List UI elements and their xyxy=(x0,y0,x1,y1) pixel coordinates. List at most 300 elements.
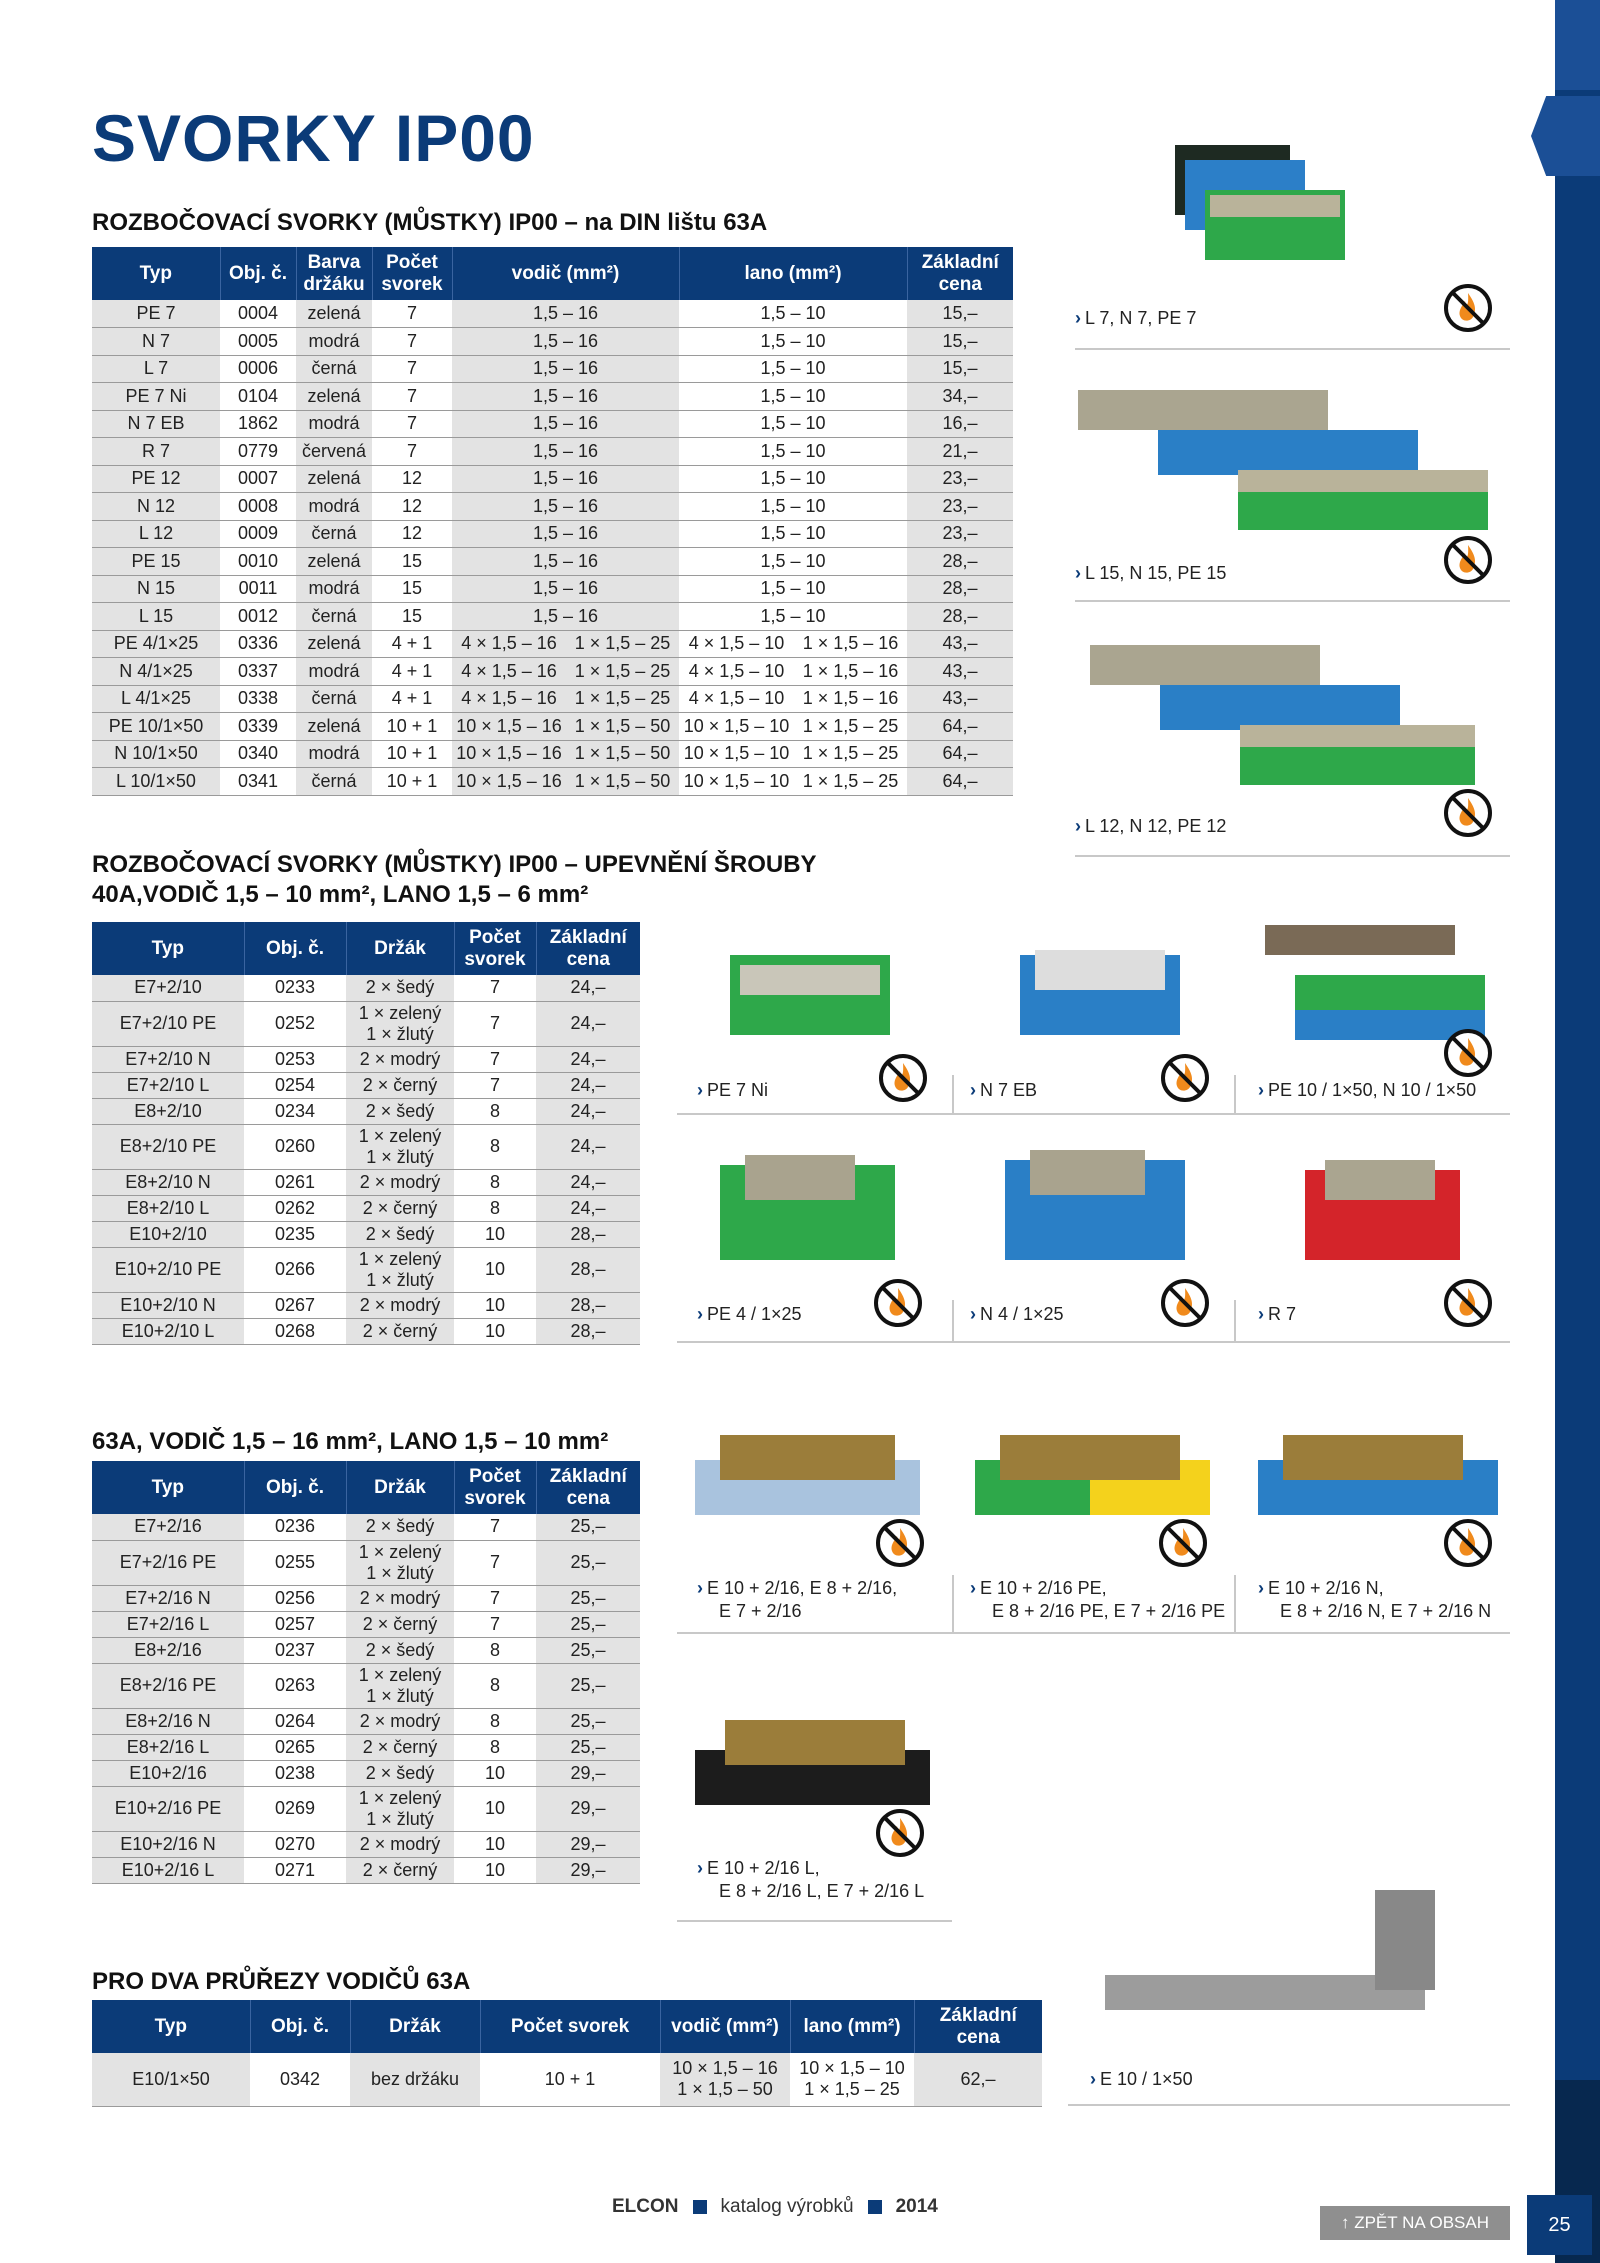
cell-lano2: 1 × 1,5 – 16 xyxy=(794,630,907,658)
cell-pocet: 7 xyxy=(454,1540,536,1585)
table-row xyxy=(92,410,1013,438)
table-row xyxy=(92,630,1013,658)
cell-pocet: 8 xyxy=(454,1637,536,1663)
cell-obj: 0007 xyxy=(220,465,296,493)
cell-obj: 0252 xyxy=(244,1001,346,1046)
chevron-right-icon: › xyxy=(970,1304,976,1324)
cell-drzak: 1 × zelený 1 × žlutý xyxy=(346,1001,454,1046)
cell-obj: 0779 xyxy=(220,438,296,466)
cell-typ: E10/1×50 xyxy=(92,2053,250,2106)
cell-pocet: 15 xyxy=(372,603,452,631)
cell-obj: 0006 xyxy=(220,355,296,383)
cell-obj: 0265 xyxy=(244,1734,346,1760)
cell-vodic2: 1 × 1,5 – 25 xyxy=(566,630,679,658)
th-pocet: Počet svorek xyxy=(454,922,536,975)
th-pocet: Počet svorek xyxy=(454,1461,536,1514)
th-typ: Typ xyxy=(92,1461,244,1514)
cell-lano: 1,5 – 10 xyxy=(679,328,907,356)
cell-drzak: 2 × modrý xyxy=(346,1169,454,1195)
cell-lano: 1,5 – 10 xyxy=(679,520,907,548)
chevron-right-icon: › xyxy=(1075,563,1081,583)
cell-cena: 24,– xyxy=(536,1046,640,1072)
chevron-right-icon: › xyxy=(1075,816,1081,836)
sidebar-band xyxy=(1555,0,1600,2263)
caption-text: E 8 + 2/16 L, E 7 + 2/16 L xyxy=(719,1881,925,1901)
table-row xyxy=(92,1585,640,1611)
section3-table xyxy=(92,1461,640,1884)
cell-pocet: 10 + 1 xyxy=(372,768,452,796)
cell-vodic: 1,5 – 16 xyxy=(452,493,679,521)
back-to-contents-button[interactable]: ↑ ZPĚT NA OBSAH xyxy=(1320,2206,1510,2240)
cell-lano2: 1 × 1,5 – 16 xyxy=(794,685,907,713)
caption-text: L 12, N 12, PE 12 xyxy=(1085,816,1227,836)
divider xyxy=(677,1632,1510,1634)
cell-pocet: 10 + 1 xyxy=(372,740,452,768)
th-obj: Obj. č. xyxy=(244,922,346,975)
cell-obj: 0256 xyxy=(244,1585,346,1611)
table-row xyxy=(92,1708,640,1734)
cell-drzak: 2 × černý xyxy=(346,1072,454,1098)
cell-pocet: 7 xyxy=(372,328,452,356)
cell-typ: E7+2/10 L xyxy=(92,1072,244,1098)
cell-pocet: 10 xyxy=(454,1221,536,1247)
cell-cena: 29,– xyxy=(536,1786,640,1831)
divider xyxy=(1075,348,1510,350)
cell-pocet: 8 xyxy=(454,1098,536,1124)
cell-vodic: 1,5 – 16 xyxy=(452,603,679,631)
chevron-right-icon: › xyxy=(970,1080,976,1100)
table-row xyxy=(92,575,1013,603)
cell-barva: zelená xyxy=(296,465,372,493)
cell-drzak: 2 × šedý xyxy=(346,1221,454,1247)
cell-cena: 15,– xyxy=(907,300,1013,328)
cell-pocet: 7 xyxy=(372,300,452,328)
cell-barva: černá xyxy=(296,603,372,631)
cell-obj: 0260 xyxy=(244,1124,346,1169)
cell-lano: 10 × 1,5 – 10 xyxy=(679,713,794,741)
table-row xyxy=(92,1663,640,1708)
cell-obj: 0009 xyxy=(220,520,296,548)
cell-barva: modrá xyxy=(296,328,372,356)
table-row xyxy=(92,740,1013,768)
cell-lano: 1,5 – 10 xyxy=(679,493,907,521)
cell-barva: zelená xyxy=(296,548,372,576)
cell-typ: PE 7 xyxy=(92,300,220,328)
cell-obj: 0266 xyxy=(244,1247,346,1292)
cell-barva: zelená xyxy=(296,383,372,411)
cell-obj: 0339 xyxy=(220,713,296,741)
cell-pocet: 7 xyxy=(454,1046,536,1072)
no-flame-icon xyxy=(1160,1053,1210,1103)
page-title: SVORKY IP00 xyxy=(92,101,535,175)
cell-obj: 0338 xyxy=(220,685,296,713)
th-lano: lano (mm²) xyxy=(790,2000,914,2053)
th-obj: Obj. č. xyxy=(250,2000,350,2053)
cell-lano: 1,5 – 10 xyxy=(679,383,907,411)
cell-drzak: bez držáku xyxy=(350,2053,480,2106)
caption-text: R 7 xyxy=(1268,1304,1297,1324)
cell-typ: N 12 xyxy=(92,493,220,521)
footer-brand: ELCON xyxy=(612,2196,679,2217)
section2-title xyxy=(92,850,817,910)
cell-obj: 0267 xyxy=(244,1292,346,1318)
product-image-n4 xyxy=(1000,1135,1195,1275)
cell-vodic2: 1 × 1,5 – 25 xyxy=(566,685,679,713)
cell-vodic2: 1 × 1,5 – 25 xyxy=(566,658,679,686)
table-row xyxy=(92,438,1013,466)
cell-obj: 0233 xyxy=(244,975,346,1001)
cell-obj: 0341 xyxy=(220,768,296,796)
cell-drzak: 2 × modrý xyxy=(346,1292,454,1318)
cell-cena: 24,– xyxy=(536,1001,640,1046)
cell-typ: E8+2/10 xyxy=(92,1098,244,1124)
table-row xyxy=(92,520,1013,548)
th-obj: Obj. č. xyxy=(220,247,296,300)
cell-pocet: 10 xyxy=(454,1760,536,1786)
cell-cena: 29,– xyxy=(536,1760,640,1786)
table-row xyxy=(92,1318,640,1344)
footer xyxy=(612,2196,938,2218)
th-barva: Barva držáku xyxy=(296,247,372,300)
chevron-right-icon: › xyxy=(697,1858,703,1878)
th-drzak: Držák xyxy=(350,2000,480,2053)
caption-r7 xyxy=(1258,1303,1296,1326)
cell-obj: 0336 xyxy=(220,630,296,658)
cell-pocet: 10 xyxy=(454,1786,536,1831)
caption-text: E 8 + 2/16 N, E 7 + 2/16 N xyxy=(1280,1601,1492,1621)
divider xyxy=(952,1575,954,1633)
cell-typ: E10+2/16 PE xyxy=(92,1786,244,1831)
cell-obj: 1862 xyxy=(220,410,296,438)
product-image-e10-216-pe xyxy=(970,1420,1220,1530)
caption-pe10 xyxy=(1258,1079,1476,1102)
cell-obj: 0011 xyxy=(220,575,296,603)
table-row xyxy=(92,1637,640,1663)
cell-typ: E8+2/16 N xyxy=(92,1708,244,1734)
cell-barva: černá xyxy=(296,355,372,383)
caption-text: E 10 / 1×50 xyxy=(1100,2069,1193,2089)
cell-pocet: 8 xyxy=(454,1663,536,1708)
cell-typ: L 10/1×50 xyxy=(92,768,220,796)
chevron-right-icon: › xyxy=(1075,308,1081,328)
cell-vodic: 1,5 – 16 xyxy=(452,520,679,548)
cell-pocet: 4 + 1 xyxy=(372,685,452,713)
cell-obj: 0257 xyxy=(244,1611,346,1637)
th-pocet: Počet svorek xyxy=(372,247,452,300)
th-pocet: Počet svorek xyxy=(480,2000,660,2053)
cell-drzak: 2 × černý xyxy=(346,1857,454,1883)
cell-cena: 25,– xyxy=(536,1637,640,1663)
cell-vodic: 10 × 1,5 – 16 xyxy=(452,740,566,768)
table-row xyxy=(92,1072,640,1098)
cell-pocet: 4 + 1 xyxy=(372,658,452,686)
cell-vodic: 1,5 – 16 xyxy=(452,410,679,438)
cell-typ: E10+2/10 N xyxy=(92,1292,244,1318)
cell-obj: 0253 xyxy=(244,1046,346,1072)
cell-pocet: 7 xyxy=(454,975,536,1001)
cell-lano: 1,5 – 10 xyxy=(679,410,907,438)
cell-barva: modrá xyxy=(296,410,372,438)
cell-cena: 15,– xyxy=(907,328,1013,356)
table-row xyxy=(92,658,1013,686)
cell-typ: E8+2/16 PE xyxy=(92,1663,244,1708)
product-image-pe7-ni xyxy=(725,940,900,1050)
cell-cena: 16,– xyxy=(907,410,1013,438)
cell-obj: 0262 xyxy=(244,1195,346,1221)
cell-pocet: 8 xyxy=(454,1169,536,1195)
footer-catalog: katalog výrobků xyxy=(720,2196,854,2217)
page-number: 25 xyxy=(1527,2195,1592,2255)
table-row xyxy=(92,1611,640,1637)
footer-year: 2014 xyxy=(895,2196,938,2217)
section2-title-line1: ROZBOČOVACÍ SVORKY (MŮSTKY) IP00 – UPEVNĚNÍ ŠROUBY xyxy=(92,851,817,878)
caption-text: E 7 + 2/16 xyxy=(719,1601,802,1621)
caption-e10-l xyxy=(697,1857,924,1903)
cell-typ: L 7 xyxy=(92,355,220,383)
table-row xyxy=(92,493,1013,521)
cell-cena: 25,– xyxy=(536,1708,640,1734)
cell-vodic: 1,5 – 16 xyxy=(452,548,679,576)
cell-lano: 1,5 – 10 xyxy=(679,603,907,631)
table-row xyxy=(92,548,1013,576)
cell-pocet: 8 xyxy=(454,1124,536,1169)
cell-obj: 0012 xyxy=(220,603,296,631)
cell-barva: modrá xyxy=(296,493,372,521)
cell-drzak: 2 × šedý xyxy=(346,1514,454,1540)
th-cena: Základní cena xyxy=(536,1461,640,1514)
divider xyxy=(677,1341,1510,1343)
cell-vodic: 1,5 – 16 xyxy=(452,575,679,603)
no-flame-icon xyxy=(875,1518,925,1568)
cell-obj: 0236 xyxy=(244,1514,346,1540)
caption-e10-n xyxy=(1258,1577,1491,1623)
cell-typ: E10+2/10 PE xyxy=(92,1247,244,1292)
cell-lano2: 1 × 1,5 – 16 xyxy=(794,658,907,686)
cell-obj: 0264 xyxy=(244,1708,346,1734)
cell-vodic: 1,5 – 16 xyxy=(452,328,679,356)
cell-barva: modrá xyxy=(296,740,372,768)
cell-barva: modrá xyxy=(296,575,372,603)
cell-vodic: 4 × 1,5 – 16 xyxy=(452,630,566,658)
chevron-right-icon: › xyxy=(697,1578,703,1598)
cell-obj: 0237 xyxy=(244,1637,346,1663)
cell-typ: N 7 EB xyxy=(92,410,220,438)
th-vodic: vodič (mm²) xyxy=(660,2000,790,2053)
cell-typ: E7+2/16 xyxy=(92,1514,244,1540)
cell-obj: 0268 xyxy=(244,1318,346,1344)
caption-text: E 10 + 2/16, E 8 + 2/16, xyxy=(707,1578,898,1598)
divider xyxy=(1234,1300,1236,1342)
cell-typ: E7+2/10 N xyxy=(92,1046,244,1072)
cell-typ: PE 12 xyxy=(92,465,220,493)
caption-n7eb xyxy=(970,1079,1037,1102)
square-bullet-icon xyxy=(693,2200,707,2214)
cell-typ: E10+2/16 xyxy=(92,1760,244,1786)
cell-cena: 25,– xyxy=(536,1734,640,1760)
cell-pocet: 7 xyxy=(454,1072,536,1098)
table-row xyxy=(92,685,1013,713)
cell-typ: E10+2/16 N xyxy=(92,1831,244,1857)
cell-lano: 1,5 – 10 xyxy=(679,465,907,493)
table-row xyxy=(92,1195,640,1221)
cell-typ: E10+2/16 L xyxy=(92,1857,244,1883)
caption-pe4 xyxy=(697,1303,802,1326)
cell-pocet: 7 xyxy=(372,383,452,411)
chevron-right-icon: › xyxy=(697,1080,703,1100)
cell-cena: 24,– xyxy=(536,1124,640,1169)
no-flame-icon xyxy=(875,1808,925,1858)
product-image-l12-n12-pe12 xyxy=(1090,640,1490,815)
table-row xyxy=(92,1124,640,1169)
no-flame-icon xyxy=(1443,1518,1493,1568)
cell-lano: 4 × 1,5 – 10 xyxy=(679,685,794,713)
caption-n4 xyxy=(970,1303,1064,1326)
cell-typ: E8+2/16 xyxy=(92,1637,244,1663)
product-image-pe4 xyxy=(715,1140,905,1275)
cell-barva: zelená xyxy=(296,300,372,328)
cell-barva: červená xyxy=(296,438,372,466)
cell-typ: R 7 xyxy=(92,438,220,466)
cell-typ: N 10/1×50 xyxy=(92,740,220,768)
cell-cena: 64,– xyxy=(907,768,1013,796)
cell-typ: PE 10/1×50 xyxy=(92,713,220,741)
caption-pe7ni xyxy=(697,1079,768,1102)
cell-vodic2: 1 × 1,5 – 50 xyxy=(566,713,679,741)
cell-cena: 23,– xyxy=(907,520,1013,548)
cell-pocet: 12 xyxy=(372,520,452,548)
cell-pocet: 7 xyxy=(372,438,452,466)
cell-lano: 1,5 – 10 xyxy=(679,438,907,466)
cell-typ: N 15 xyxy=(92,575,220,603)
cell-cena: 23,– xyxy=(907,465,1013,493)
cell-typ: E7+2/16 PE xyxy=(92,1540,244,1585)
cell-obj: 0269 xyxy=(244,1786,346,1831)
cell-cena: 64,– xyxy=(907,740,1013,768)
cell-pocet: 8 xyxy=(454,1195,536,1221)
cell-drzak: 1 × zelený 1 × žlutý xyxy=(346,1247,454,1292)
chevron-right-icon: › xyxy=(1258,1080,1264,1100)
cell-lano2: 1 × 1,5 – 25 xyxy=(794,713,907,741)
table-row xyxy=(92,1734,640,1760)
cell-typ: PE 15 xyxy=(92,548,220,576)
section4-title: PRO DVA PRŮŘEZY VODIČŮ 63A xyxy=(92,1968,471,1995)
cell-pocet: 10 xyxy=(454,1831,536,1857)
no-flame-icon xyxy=(878,1053,928,1103)
product-image-e10-1x50 xyxy=(1095,1880,1475,2040)
cell-barva: modrá xyxy=(296,658,372,686)
cell-cena: 28,– xyxy=(907,548,1013,576)
cell-obj: 0254 xyxy=(244,1072,346,1098)
cell-pocet: 10 xyxy=(454,1247,536,1292)
cell-obj: 0337 xyxy=(220,658,296,686)
cell-obj: 0005 xyxy=(220,328,296,356)
cell-obj: 0234 xyxy=(244,1098,346,1124)
chevron-right-icon: › xyxy=(697,1304,703,1324)
divider xyxy=(952,1075,954,1115)
cell-pocet: 15 xyxy=(372,575,452,603)
cell-cena: 28,– xyxy=(536,1292,640,1318)
cell-vodic: 1,5 – 16 xyxy=(452,300,679,328)
no-flame-icon xyxy=(1158,1518,1208,1568)
cell-cena: 25,– xyxy=(536,1514,640,1540)
cell-cena: 28,– xyxy=(907,603,1013,631)
cell-typ: E10+2/10 xyxy=(92,1221,244,1247)
cell-cena: 25,– xyxy=(536,1663,640,1708)
sidebar-top xyxy=(1555,0,1600,90)
cell-cena: 29,– xyxy=(536,1857,640,1883)
cell-lano: 4 × 1,5 – 10 xyxy=(679,630,794,658)
table-row xyxy=(92,768,1013,796)
cell-pocet: 10 xyxy=(454,1318,536,1344)
cell-typ: L 15 xyxy=(92,603,220,631)
caption-text: N 7 EB xyxy=(980,1080,1038,1100)
caption-text: E 8 + 2/16 PE, E 7 + 2/16 PE xyxy=(992,1601,1226,1621)
cell-barva: zelená xyxy=(296,630,372,658)
section2-title-line2: 40A,VODIČ 1,5 – 10 mm², LANO 1,5 – 6 mm² xyxy=(92,881,589,908)
cell-typ: PE 7 Ni xyxy=(92,383,220,411)
cell-drzak: 2 × černý xyxy=(346,1734,454,1760)
cell-obj: 0238 xyxy=(244,1760,346,1786)
cell-vodic2: 1 × 1,5 – 50 xyxy=(566,768,679,796)
cell-pocet: 7 xyxy=(454,1611,536,1637)
cell-typ: E8+2/10 PE xyxy=(92,1124,244,1169)
th-cena: Základní cena xyxy=(907,247,1013,300)
table-row xyxy=(92,1831,640,1857)
table-row xyxy=(92,1292,640,1318)
cell-drzak: 1 × zelený 1 × žlutý xyxy=(346,1540,454,1585)
product-image-e10-216 xyxy=(690,1420,930,1530)
cell-lano: 4 × 1,5 – 10 xyxy=(679,658,794,686)
cell-typ: N 4/1×25 xyxy=(92,658,220,686)
chevron-right-icon: › xyxy=(1258,1304,1264,1324)
cell-vodic: 10 × 1,5 – 16 xyxy=(452,713,566,741)
product-image-e10-216-n xyxy=(1253,1420,1503,1530)
cell-obj: 0271 xyxy=(244,1857,346,1883)
cell-pocet: 7 xyxy=(454,1001,536,1046)
table-row xyxy=(92,1046,640,1072)
cell-drzak: 1 × zelený 1 × žlutý xyxy=(346,1124,454,1169)
cell-obj: 0342 xyxy=(250,2053,350,2106)
chevron-right-icon: › xyxy=(970,1578,976,1598)
divider xyxy=(677,1920,952,1922)
cell-barva: černá xyxy=(296,685,372,713)
cell-pocet: 12 xyxy=(372,493,452,521)
cell-lano2: 1 × 1,5 – 25 xyxy=(794,740,907,768)
cell-drzak: 2 × šedý xyxy=(346,975,454,1001)
cell-cena: 28,– xyxy=(907,575,1013,603)
table-row xyxy=(92,383,1013,411)
cell-obj: 0263 xyxy=(244,1663,346,1708)
cell-obj: 0010 xyxy=(220,548,296,576)
table-row xyxy=(92,1098,640,1124)
product-image-e10-216-l xyxy=(690,1705,940,1820)
cell-typ: E8+2/16 L xyxy=(92,1734,244,1760)
cell-pocet: 7 xyxy=(454,1585,536,1611)
table-row xyxy=(92,355,1013,383)
cell-cena: 25,– xyxy=(536,1611,640,1637)
th-drzak: Držák xyxy=(346,922,454,975)
table-row xyxy=(92,1786,640,1831)
divider xyxy=(1234,1075,1236,1115)
th-cena: Základní cena xyxy=(536,922,640,975)
cell-cena: 29,– xyxy=(536,1831,640,1857)
section2-table xyxy=(92,922,640,1345)
cell-typ: L 4/1×25 xyxy=(92,685,220,713)
cell-typ: L 12 xyxy=(92,520,220,548)
square-bullet-icon xyxy=(868,2200,882,2214)
cell-typ: E10+2/10 L xyxy=(92,1318,244,1344)
cell-pocet: 10 xyxy=(454,1292,536,1318)
